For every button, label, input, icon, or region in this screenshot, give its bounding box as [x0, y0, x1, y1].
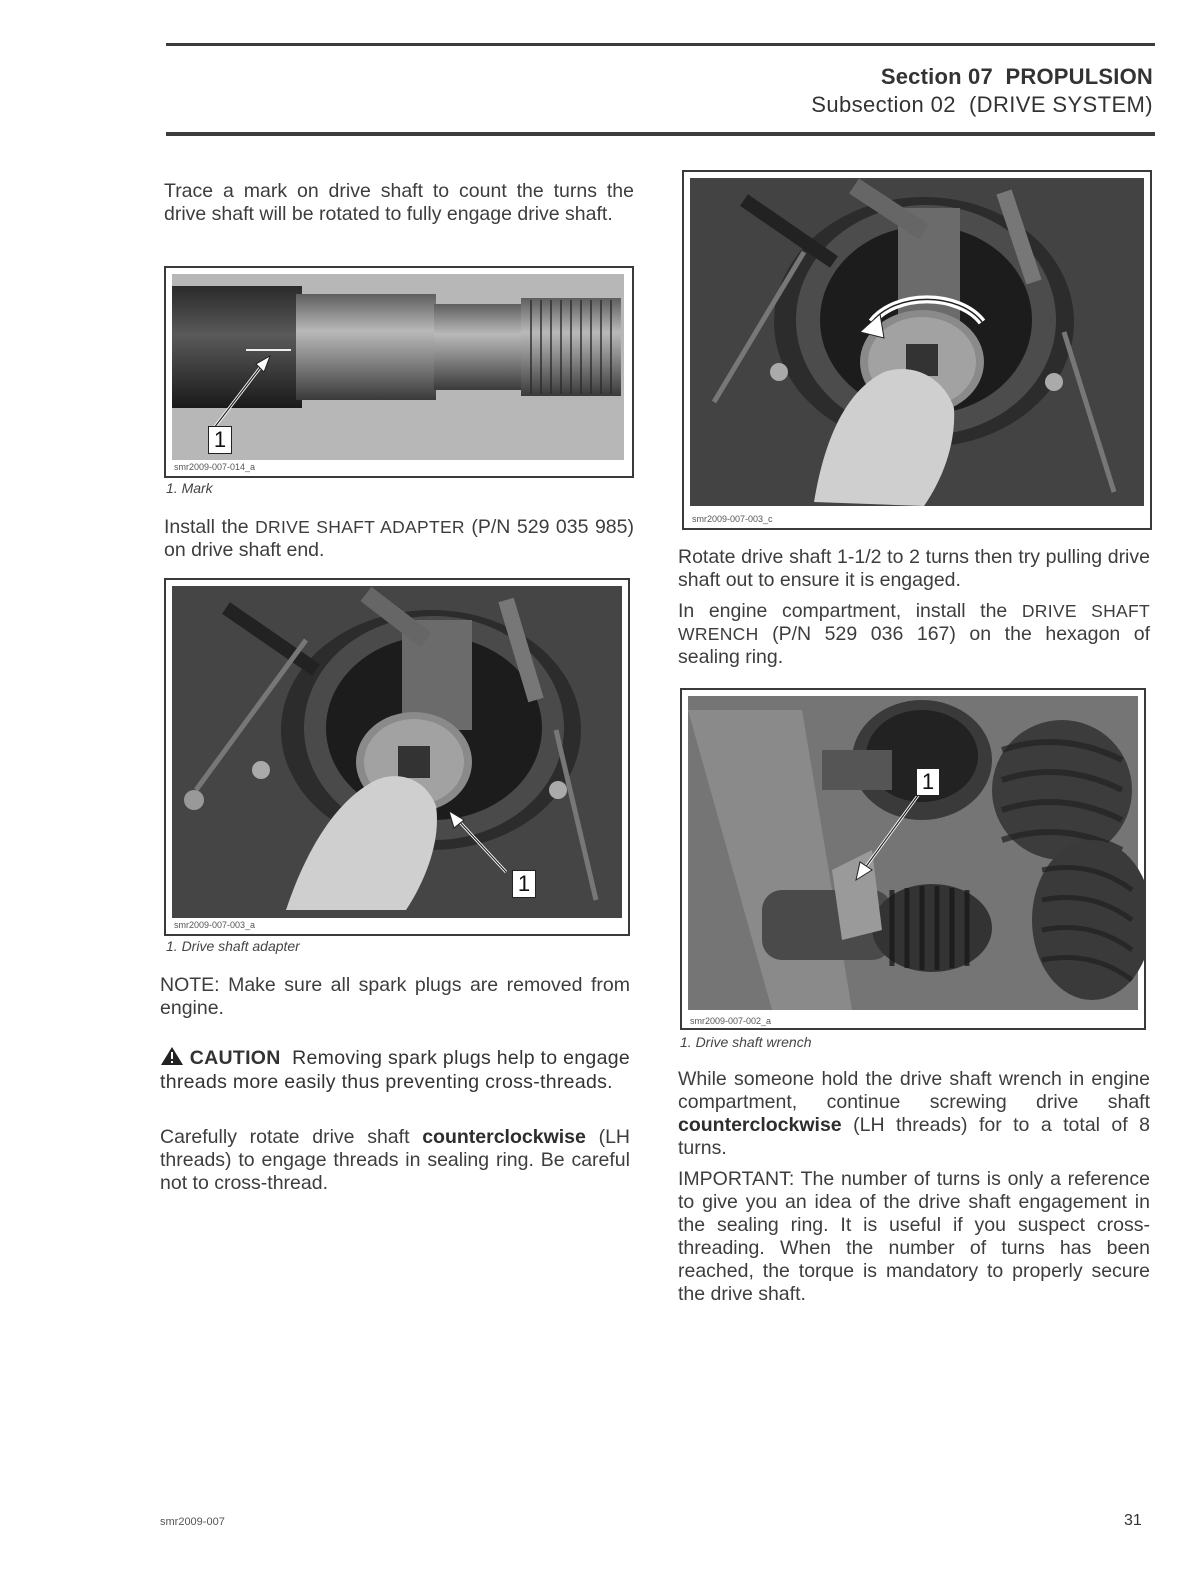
left-paragraph-trace-mark: Trace a mark on drive shaft to count the turns the drive shaft will be rotated to fully engage drive shaft. [164, 180, 634, 225]
figure-caption-wrench: 1. Drive shaft wrench [680, 1034, 812, 1050]
note-spark-plugs: NOTE: Make sure all spark plugs are removed from engine. [160, 974, 630, 1019]
figure-code: smr2009-007-002_a [690, 1016, 772, 1026]
left-paragraph-rotate-carefully: Carefully rotate drive shaft counterclockwise (LH threads) to engage threads in sealing ring. Be careful not to cross-thread. [160, 1126, 630, 1194]
footer-doc-code: smr2009-007 [160, 1516, 225, 1528]
section-heading: Section 07 PROPULSION [880, 64, 1153, 89]
caution-label: CAUTION [189, 1047, 281, 1069]
callout-1: 1 [208, 426, 232, 454]
figure-rotate-drive-shaft [682, 170, 1152, 530]
right-paragraph-install-wrench: In engine compartment, install the DRIVE SHAFT WRENCH (P/N 529 036 167) on the hexagon of sealing ring. [678, 600, 1150, 668]
drive-shaft-wrench-photo [682, 690, 1144, 1028]
rotate-drive-shaft-photo [684, 172, 1150, 528]
figure-code: smr2009-007-003_a [174, 920, 256, 930]
drive-shaft-adapter-photo [166, 580, 628, 934]
figure-caption-mark: 1. Mark [166, 480, 213, 496]
right-paragraph-continue-screwing: While someone hold the drive shaft wrench in engine compartment, continue screwing drive shaft counterclockwise (LH threads) for to a total of 8 turns. [678, 1068, 1150, 1159]
header-top-rule [166, 43, 1155, 46]
caution-block [160, 1046, 630, 1094]
warning-triangle-icon [160, 1046, 184, 1066]
figure-drive-shaft-mark [164, 266, 634, 478]
page-number: 31 [1124, 1512, 1142, 1529]
caution-text: Removing spark plugs help to engage threads more easily thus preventing cross-threads. [160, 1047, 631, 1093]
figure-drive-shaft-wrench [680, 688, 1146, 1030]
callout-1: 1 [512, 870, 536, 898]
figure-code: smr2009-007-014_a [174, 462, 256, 472]
left-paragraph-install-adapter: Install the DRIVE SHAFT ADAPTER (P/N 529 035 985) on drive shaft end. [164, 516, 634, 561]
subsection-heading: Subsection 02 (DRIVE SYSTEM) [811, 92, 1153, 117]
callout-1: 1 [916, 768, 940, 796]
figure-caption-adapter: 1. Drive shaft adapter [166, 938, 300, 954]
right-paragraph-rotate-turns: Rotate drive shaft 1-1/2 to 2 turns then try pulling drive shaft out to ensure it is engaged. [678, 546, 1150, 591]
figure-drive-shaft-adapter [164, 578, 630, 936]
important-note: IMPORTANT: The number of turns is only a reference to give you an idea of the drive shaft engagement in the sealing ring. It is useful if you suspect cross-threading. When the number of turns has been reached, the torque is mandatory to properly secure the drive shaft. [678, 1168, 1150, 1305]
figure-code: smr2009-007-003_c [692, 514, 773, 524]
drive-shaft-photo [166, 268, 632, 476]
header-bottom-rule [166, 132, 1155, 136]
